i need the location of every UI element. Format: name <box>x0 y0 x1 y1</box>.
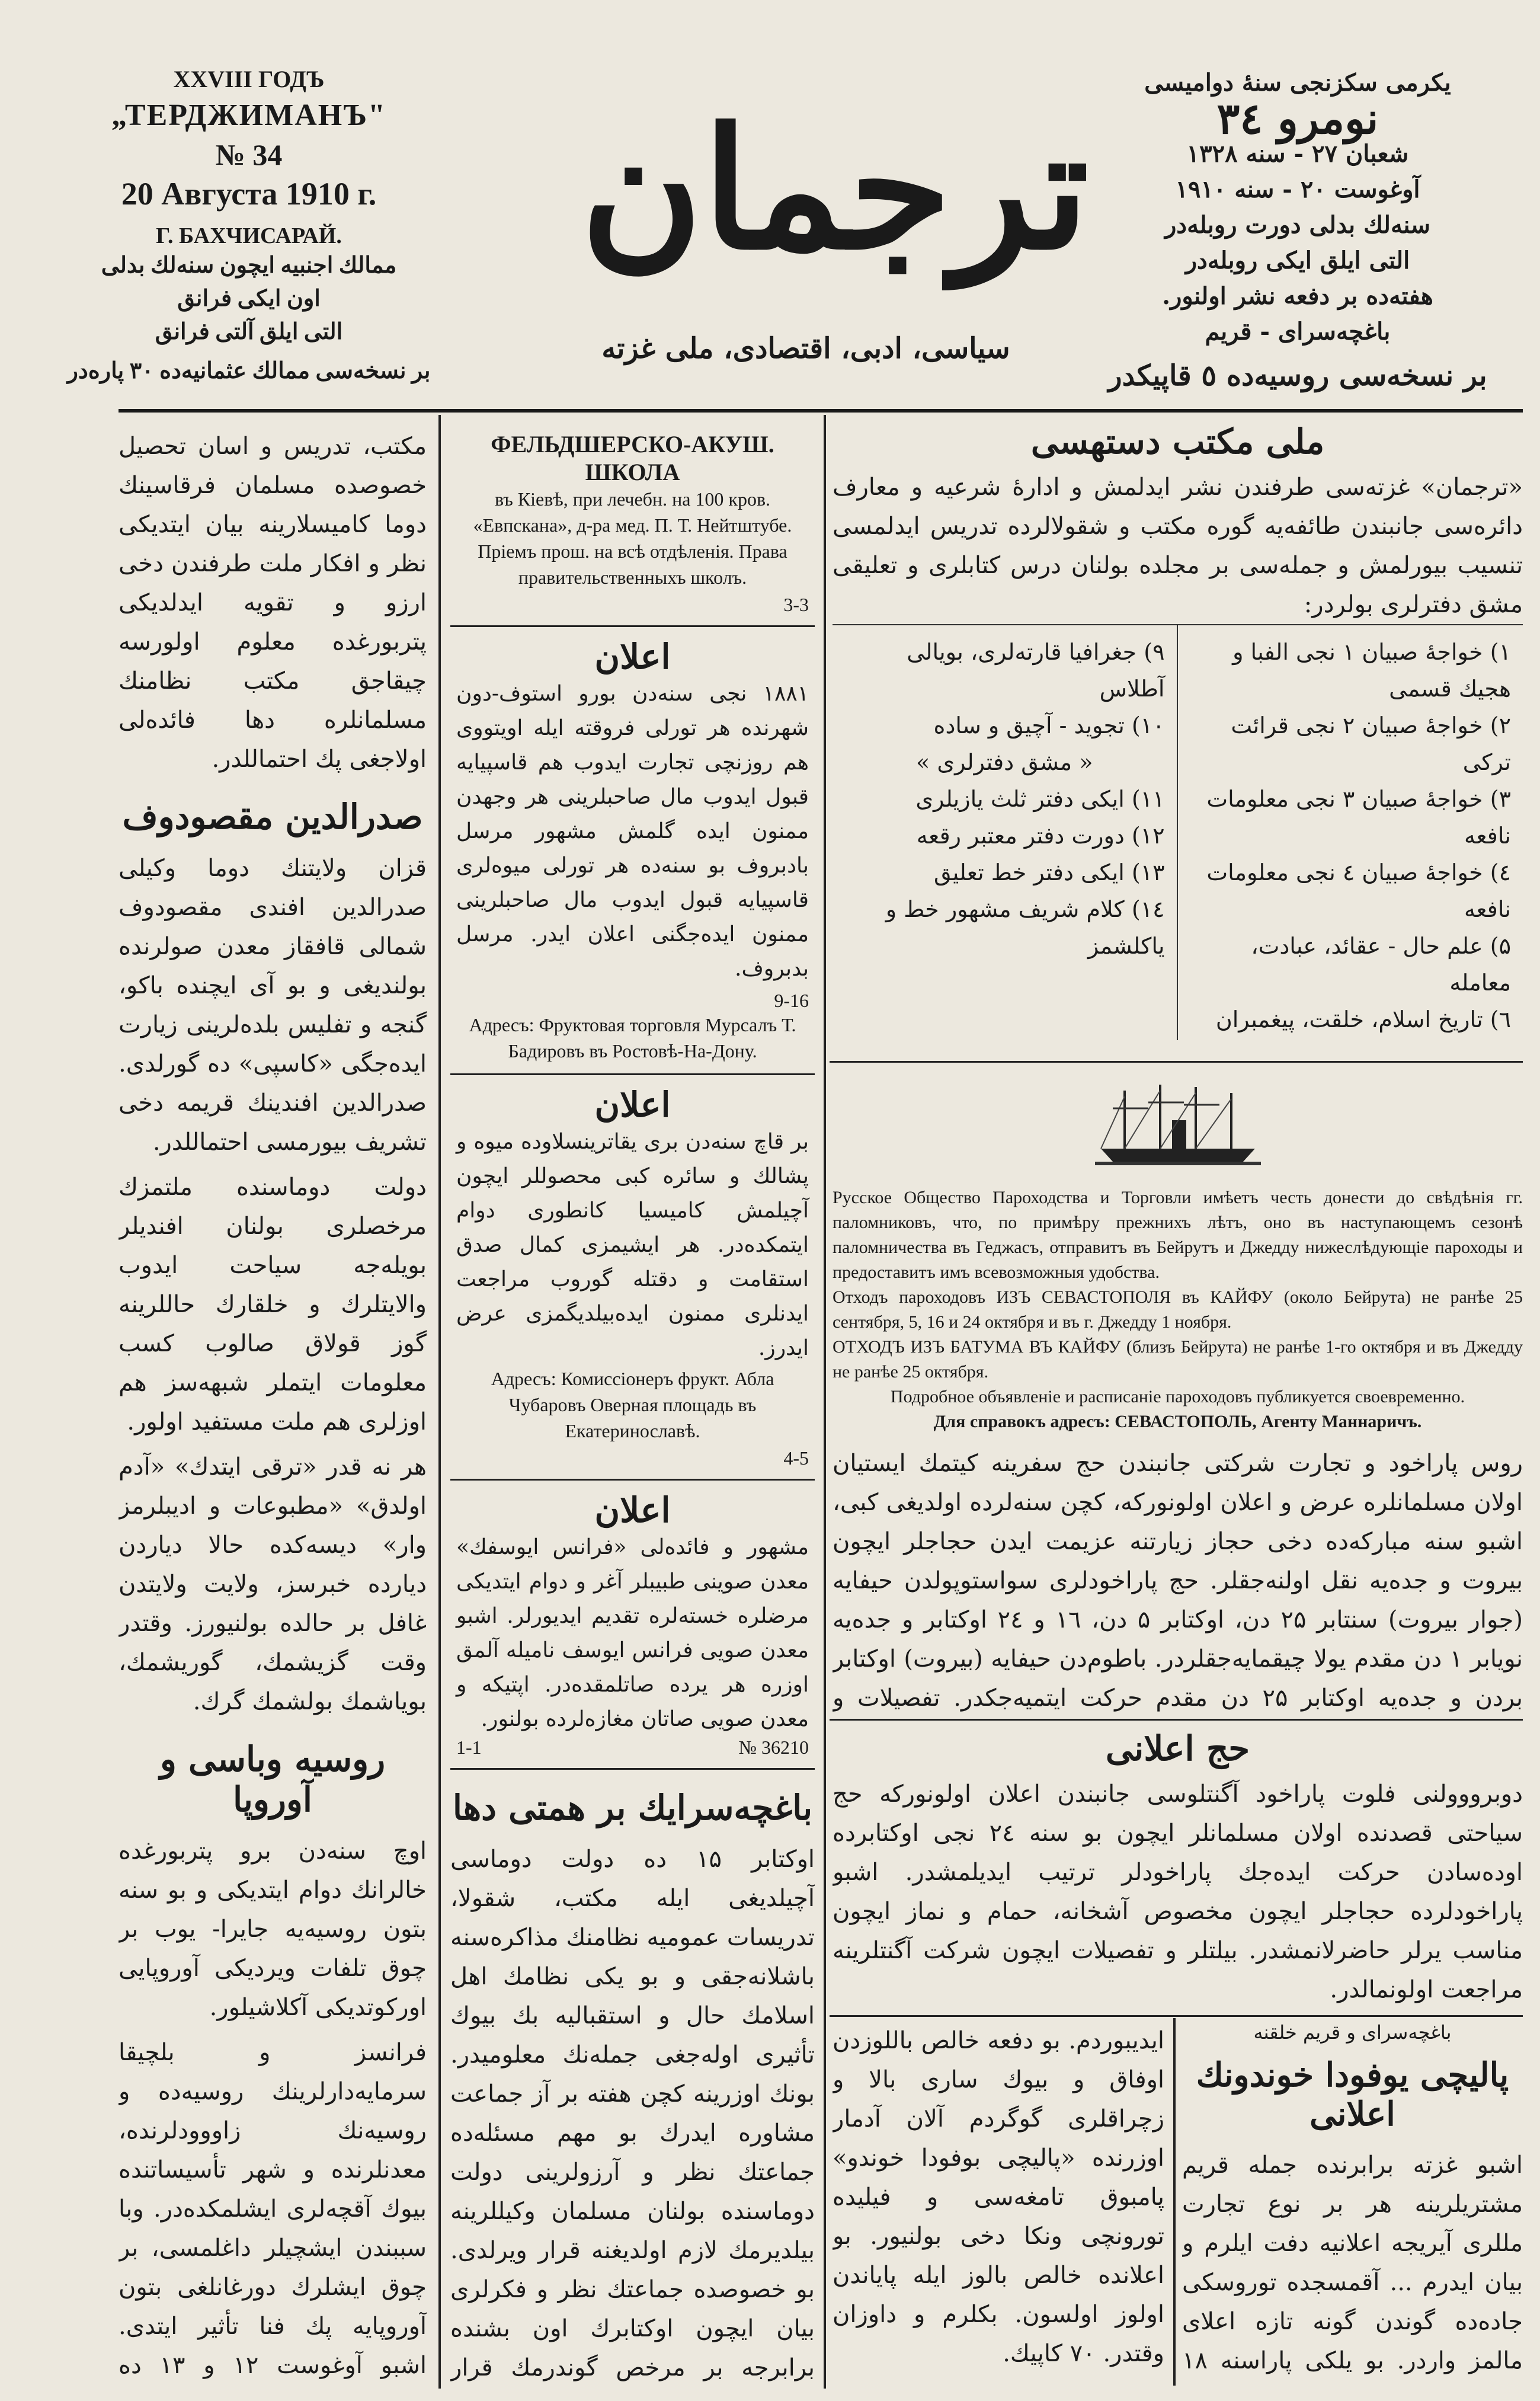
list-item: ۱۰) تجويد - آچيق و ساده <box>933 712 1165 738</box>
book-list-b <box>833 625 1178 1040</box>
ad-address: Адресъ: Комиссіонеръ фрукт. Абла Чубаровъ Оверная площадь въ Екатеринославѣ. <box>491 1368 774 1441</box>
box-heading: پاليچى يوفودا خوندونك اعلانى <box>1196 2055 1509 2134</box>
column-divider <box>824 415 826 2389</box>
masthead-right-line: سنه‌لك بدلى دورت روبله‌در <box>1164 211 1431 239</box>
list-item: ۵) علم حال - عقائد، عبادت، معامله <box>1251 933 1511 996</box>
paragraph: هر نه قدر «ترقى ايتدك» «آدم اولدق» «مطبوعات و اديبلرمز وار» ديسه‌كده حالا دياردن ديارده خبرسز، ولايت ولايتدن غافل بر حالده بولنيورز. وقتدر وقت گزيشمك، گوريشمك، بوياشمك بولشمك گرك. <box>119 1453 427 1715</box>
bottom-box <box>1182 2021 1523 2383</box>
city-label: Г. БАХЧИСАРАЙ. <box>156 223 342 248</box>
masthead-right-line: هفته‌ده بر دفعه نشر اولنور. <box>1162 282 1433 310</box>
masthead-title-block <box>581 77 1090 373</box>
box-small-heading: باغچه‌سراى و قريم خلقنه <box>1253 2021 1452 2044</box>
foreign-price <box>24 249 474 349</box>
paragraph: قزان ولايتنك دوما وكيلى صدرالدين افندى مقصودوف شمالى قافقاز معدن صولرنده بولنديغى و بو آى ايچنده باكو، گنجه و تفليس بلده‌لرينى زيارت ايده‌جگى «كاسپى» ده گورلدى. صدرالدين افندينك قريمه دخى تشريف بيورمسى احتماللدر. <box>119 855 427 1156</box>
section-rule <box>830 1719 1523 1721</box>
school-books-section <box>833 418 1523 1040</box>
ad-number: 9-16 <box>774 990 809 1011</box>
ad-mineral-water <box>450 1481 815 1770</box>
article-heading: باغچه‌سرايك بر همتى دها <box>452 1788 813 1828</box>
foreign-price-line: التى ايلق آلتى فرانق <box>155 319 343 344</box>
heading-maqsudov: صدرالدين مقصودوف <box>122 797 423 837</box>
hajj-ad-section <box>833 1725 1523 2009</box>
box-divider <box>1173 2018 1176 2386</box>
school-books-list <box>833 624 1523 1040</box>
shipping-section <box>833 1067 1523 1713</box>
ad-fruit-ekaterinoslav <box>450 1075 815 1481</box>
list-item: ۱۳) ايكى دفتر خط تعليق <box>934 859 1165 885</box>
school-books-intro: «ترجمان» غزته‌سى طرفندن نشر ايدلمش و ادارهٔ شرعيه و معارف دائره‌سى جانبندن طائفه‌يه گوره مكتب و شقولالرده تدريس ايدلمسى تنسيب بيورلمش و جمله‌سى بر مجلده بولنان درس كتابلرى و تعليقى مشق دفترلرى بولردر: <box>833 474 1523 618</box>
list-item: ۹) جغرافيا قارته‌لرى، بويالى آطلاس <box>907 639 1165 702</box>
paragraph: اوچ سنه‌دن برو پتربورغده خالرانك دوام ايتديكى و بو سنه بتون روسيه‌يه جايرا- يوب بر چوق تلفات ويرديكى آوروپايى اوركوتديكى آكلاشيلور. <box>119 1837 427 2021</box>
left-intro: مكتب، تدريس و اسان تحصيل خصوصده مسلمان فرقاسينك دوما كاميسلارينه بيان ايتديكى نظر و افكار ملت طرفندن دخى ارزو و تقويه ايدلديكى پتربورغده معلوم اولورسه چيقاجق مكتب نظامنك مسلمانلره دها فائده‌لى اولاجغى پك احتماللدر. <box>119 433 427 773</box>
year-label: XXVIII ГОДЪ <box>173 66 325 92</box>
school-books-heading: ملى مكتب دستهسى <box>1030 421 1325 462</box>
paragraph: دولت دوماسنده ملتمزك مرخصلرى بولنان افنديلر بويله‌جه سياحت ايدوب والايتلرك و خلقارك حاللرينه گوز قولاق صالوب كسب معلومات ايتملر شبهه‌سز هم اوزلرى هم ملت مستفيد اولور. <box>119 1174 427 1436</box>
section-rule <box>830 2015 1523 2017</box>
masthead-right-line: يكرمى سكزنجى سنهٔ دواميسى <box>1144 69 1451 97</box>
ad-number: 3-3 <box>783 594 809 615</box>
ad-title: اعلان <box>594 1490 671 1530</box>
ad-text: مشهور و فائده‌لى «فرانس ايوسفك» معدن صوينى طبيبلر آغر و دوام ايتديكى مرضلره خسته‌لره تقديم ايديورلر. اشبو معدن صويى فرانس ايوسف ناميله آلمق اوزره هر يرده صاتلمقده‌در. اپتيكه و معدن صويى صاتان مغازه‌لرده بولنور. <box>456 1535 809 1731</box>
foreign-price-line: ممالك اجنبيه ايچون سنه‌لك بدلى <box>101 253 397 278</box>
left-column <box>119 427 427 2383</box>
list-item: ۱٤) كلام شريف مشهور خط و ياكلشمز <box>885 896 1165 959</box>
book-list-a <box>1178 625 1523 1040</box>
ad-school <box>450 421 815 627</box>
ottoman-price: بر نسخه‌سى ممالك عثمانيه‌ده ۳۰ پاره‌در <box>67 359 431 383</box>
honey-ad-signature <box>833 2379 1164 2383</box>
list-item: ٤) خواجهٔ صبيان ٤ نجى معلومات نافعه <box>1206 859 1511 922</box>
hajj-ad-text: دوبرووولنى فلوت پاراخود آگنتلوسى جانبندن اعلان اولونوركه حج سياحتى قصدنده اولان مسلمانلر ايچون بو سنه ۲٤ نجى اوكتابرده اوده‌سادن حركت ايده‌جك پاراخودلر ترتيب ايديلمشدر. اشبو پاراخودلرده حجاجلر ايچون مخصوص آشخانه، حمام و نماز ايچون مناسب يرلر حاضرلانمشدر. بيلتلر و تفصيلات ايچون شركت آگنتلرينه مراجعت اولونمالدر. <box>833 1780 1523 2003</box>
shipping-note: Подробное объявленіе и расписаніе пароходовъ публикуется своевременно. <box>890 1387 1465 1406</box>
ad-number: 4-5 <box>783 1447 809 1469</box>
shipping-contact: Для справокъ адресъ: СЕВАСТОПОЛЬ, Агенту Маннаричъ. <box>933 1412 1422 1431</box>
shipping-departure: ОТХОДЪ ИЗЪ БАТУМА ВЪ КАЙФУ (близъ Бейрута) не ранѣе 1-го октября и въ Джедду не ранѣе 25 октября. <box>833 1337 1523 1382</box>
hajj-announcement: روس پاراخود و تجارت شركتى جانبندن حج سفرينه كيتمك ايستيان اولان مسلمانلره عرض و اعلان اولونوركه، كچن سنه‌لرده اولديغى كبى، اشبو سنه مباركه‌ده دخى حجاز زيارتنه عزيمت ايدن حجاجلر ايچون بيروت و جده‌يه نقل اولنه‌جقلر. حج پاراخودلرى سواستوپولدن حيفايه (جوار بيروت) سنتابر ۲۵ دن، اوكتابر ۵ دن، ۱٦ و ۲٤ اوكتابر و جده‌يه نويابر ۱ دن مقدم يولا چيقمايه‌جقلردر. باطوم‌دن حيفايه (بيروت) اوكتابر بردن و جده‌يه اوكتابر ۲۵ دن مقدم حركت ايتميه‌جكدر. تفصيلات و <box>833 1450 1523 1712</box>
ad-text: ۱۸۸۱ نجى سنه‌دن بورو استوف-دون شهرنده هر تورلى فروقته ايله اويتووى هم روزنچى تجارت ايدوب هم قاسپيايه قبول ايدوب مال صاحبلرينى هر وجهدن ممنون ايده گلمش مشهور مرسل بادبروف بو سنه‌ده هر تورلى ميوه‌لرى قاسپيايه قبول ايدوب مال صاحبلرينى ممنون ايده‌جگنى اعلان ايدر. مرسل بدبروف. <box>456 682 809 981</box>
ad-title: اعلان <box>594 637 671 677</box>
foreign-price-line: اون ايكى فرانق <box>177 286 321 311</box>
masthead-right-line: التى ايلق ايكى روبله‌در <box>1185 247 1410 274</box>
column-divider <box>438 415 441 2389</box>
paper-subtitle: سياسى، ادبى، اقتصادى، ملى غزته <box>601 332 1010 365</box>
ad-numbers <box>456 1737 809 1759</box>
list-item: ۲) خواجهٔ صبيان ۲ نجى قرائت تركى <box>1231 712 1511 775</box>
box-text: اشبو غزته برابرنده جمله قريم مشتريلرينه هر بر نوع تجارت مللرى آيريجه اعلانيه دفت ايلرم و بيان ايدرم ... آقمسجده توروسكى جاده‌ده گوندن گونه تازه اعلاى مالمز واردر. بو يلكى پاراسنه ۱۸ <box>1182 2151 1523 2374</box>
masthead-right-line: باغچه‌سراى - قريم <box>1205 318 1391 346</box>
paper-title: ترجمان <box>581 92 1090 287</box>
masthead-left <box>24 65 474 388</box>
section-rule <box>830 1061 1523 1063</box>
list-item: ٦) تاريخ اسلام، خلقت، پيغمبران <box>1215 1006 1511 1032</box>
honey-ad-text: ايديبوردم. بو دفعه خالص باللوزدن اوفاق و بيوك سارى بالا و زچراقلرى گوگردم آلان آدمار اوزرنده «پاليچى بوفودا خوندو» پامبوق تامغه‌سى و فيليده تورونچى ونكا دخى بولنيور. بو اعلانده خالص بالوز ايله پاياندن اولوز اولسون. بكلرم و داوزان وقتدر. ۷۰ كاپيك. <box>833 2027 1164 2367</box>
ad-address: Адресъ: Фруктовая торговля Мурсалъ Т. Бадировъ въ Ростовѣ-На-Дону. <box>469 1014 796 1062</box>
issue-number: № 34 <box>215 138 283 171</box>
list-item: ۱۲) دورت دفتر معتبر رقعه <box>916 823 1165 849</box>
list-subheading: « مشق دفترلرى » <box>916 749 1093 775</box>
ad-number: 1-1 <box>456 1737 482 1758</box>
ad-school-title: ФЕЛЬДШЕРСКО-АКУШ. ШКОЛА <box>491 431 774 485</box>
masthead-rule <box>119 409 1523 413</box>
middle-column <box>450 421 815 2383</box>
issue-date: 20 Августа 1910 г. <box>121 176 377 212</box>
heading-cholera: روسيه وباسى و آوروپا <box>159 1739 386 1820</box>
masthead-right-line: شعبان ۲۷ - سنه ۱۳۲۸ <box>1186 140 1409 168</box>
paper-name-ru: „ТЕРДЖИМАНЪ" <box>111 98 386 132</box>
ad-number: № 36210 <box>738 1737 809 1758</box>
honey-ad-left <box>833 2021 1164 2383</box>
shipping-text: Русское Общество Пароходства и Торговли имѣетъ честь донести до свѣдѣнія гг. паломниковъ, что, по примѣру прежнихъ лѣтъ, оно въ наступающемъ сезонѣ паломничества въ Геджасъ, отправитъ въ Бейрутъ и Джедду нижеслѣдующіе пароходы и предоставитъ имъ всевозможныя удобства. <box>833 1188 1523 1282</box>
right-price: بر نسخه‌سى روسيه‌ده ٥ قاپيكدر <box>1108 359 1487 392</box>
ad-school-text: въ Кіевѣ, при лечебн. на 100 кров. «Евпскана», д-ра мед. П. Т. Нейтштубе. Пріемъ прош. на всѣ отдѣленія. Права правительственныхъ школъ. <box>473 488 792 588</box>
ad-fruit-rostov <box>450 627 815 1075</box>
steamship-illustration <box>1089 1079 1267 1174</box>
ad-title: اعلان <box>594 1085 671 1125</box>
shipping-departure: Отходъ пароходовъ ИЗЪ СЕВАСТОПОЛЯ въ КАЙФУ (около Бейрута) не ранѣе 25 сентября, 5, 16 и 24 октября и въ г. Джедду 1 ноября. <box>833 1287 1523 1332</box>
article-text: اوكتابر ۱۵ ده دولت دوماسى آچيلديغى ايله مكتب، شقولا، تدريسات عموميه نظامنك مذاكره‌سنه باشلانه‌جقى و بو يكى نظامك اهل اسلامك حال و استقباليه بك بيوك تأثيرى اوله‌جغى جمله‌نك معلوميدر. بونك اوزرينه كچن هفته بر آز جماعت مشاوره ايدرك بو مهم مسئله‌ده جماعتك نظر و آرزولرينى دولت دوماسنده بولنان مسلمان وكيللرينه بيلديرمك لازم اولديغنه قرار ويرلدى. بو خصوصده جماعتك نظر و فكرلرى بيان ايچون اوكتابرك اون بشنده برابرجه بر مرخص گوندرمك قرار <box>450 1846 815 2381</box>
paragraph: فرانسز و بلچيقا سرمايه‌دارلرينك روسيه‌ده و روسيه‌نك زاووودلرنده، معدنلرنده و شهر تأسيساتنده بيوك آقچه‌لرى ايشلمكده‌در. وبا سببندن ايشچيلر داغلمسى، بر چوق ايشلرك دورغانلغى بتون آوروپايه پك فنا تأثير ايتدى. اشبو آوغوست ۱۲ و ۱۳ ده <box>119 2039 427 2379</box>
masthead-right-number: نومرو ۳٤ <box>1216 93 1379 143</box>
list-item: ۱) خواجهٔ صبيان ۱ نجى الفبا و هجيك قسمى <box>1232 639 1511 702</box>
masthead-right <box>1078 65 1517 394</box>
hajj-heading: حج اعلانى <box>1105 1728 1250 1769</box>
list-item: ۳) خواجهٔ صبيان ۳ نجى معلومات نافعه <box>1206 786 1511 849</box>
masthead-right-line: آوغوست ۲۰ - سنه ۱۹۱۰ <box>1175 175 1420 203</box>
ad-text: بر قاچ سنه‌دن برى يقاترينسلاوده ميوه و پشالك و سائره كبى محصوللر ايچون آچيلمش كاميسيا كانطورى دوام ايتمكده‌در. هر ايشيمزى كمال صدق استقامت و دقتله گوروب مراجعت ايدنلرى ممنون ايده‌بيلديگمزى عرض ايدرز. <box>456 1130 809 1360</box>
list-item: ۱۱) ايكى دفتر ثلث يازيلرى <box>915 786 1165 812</box>
